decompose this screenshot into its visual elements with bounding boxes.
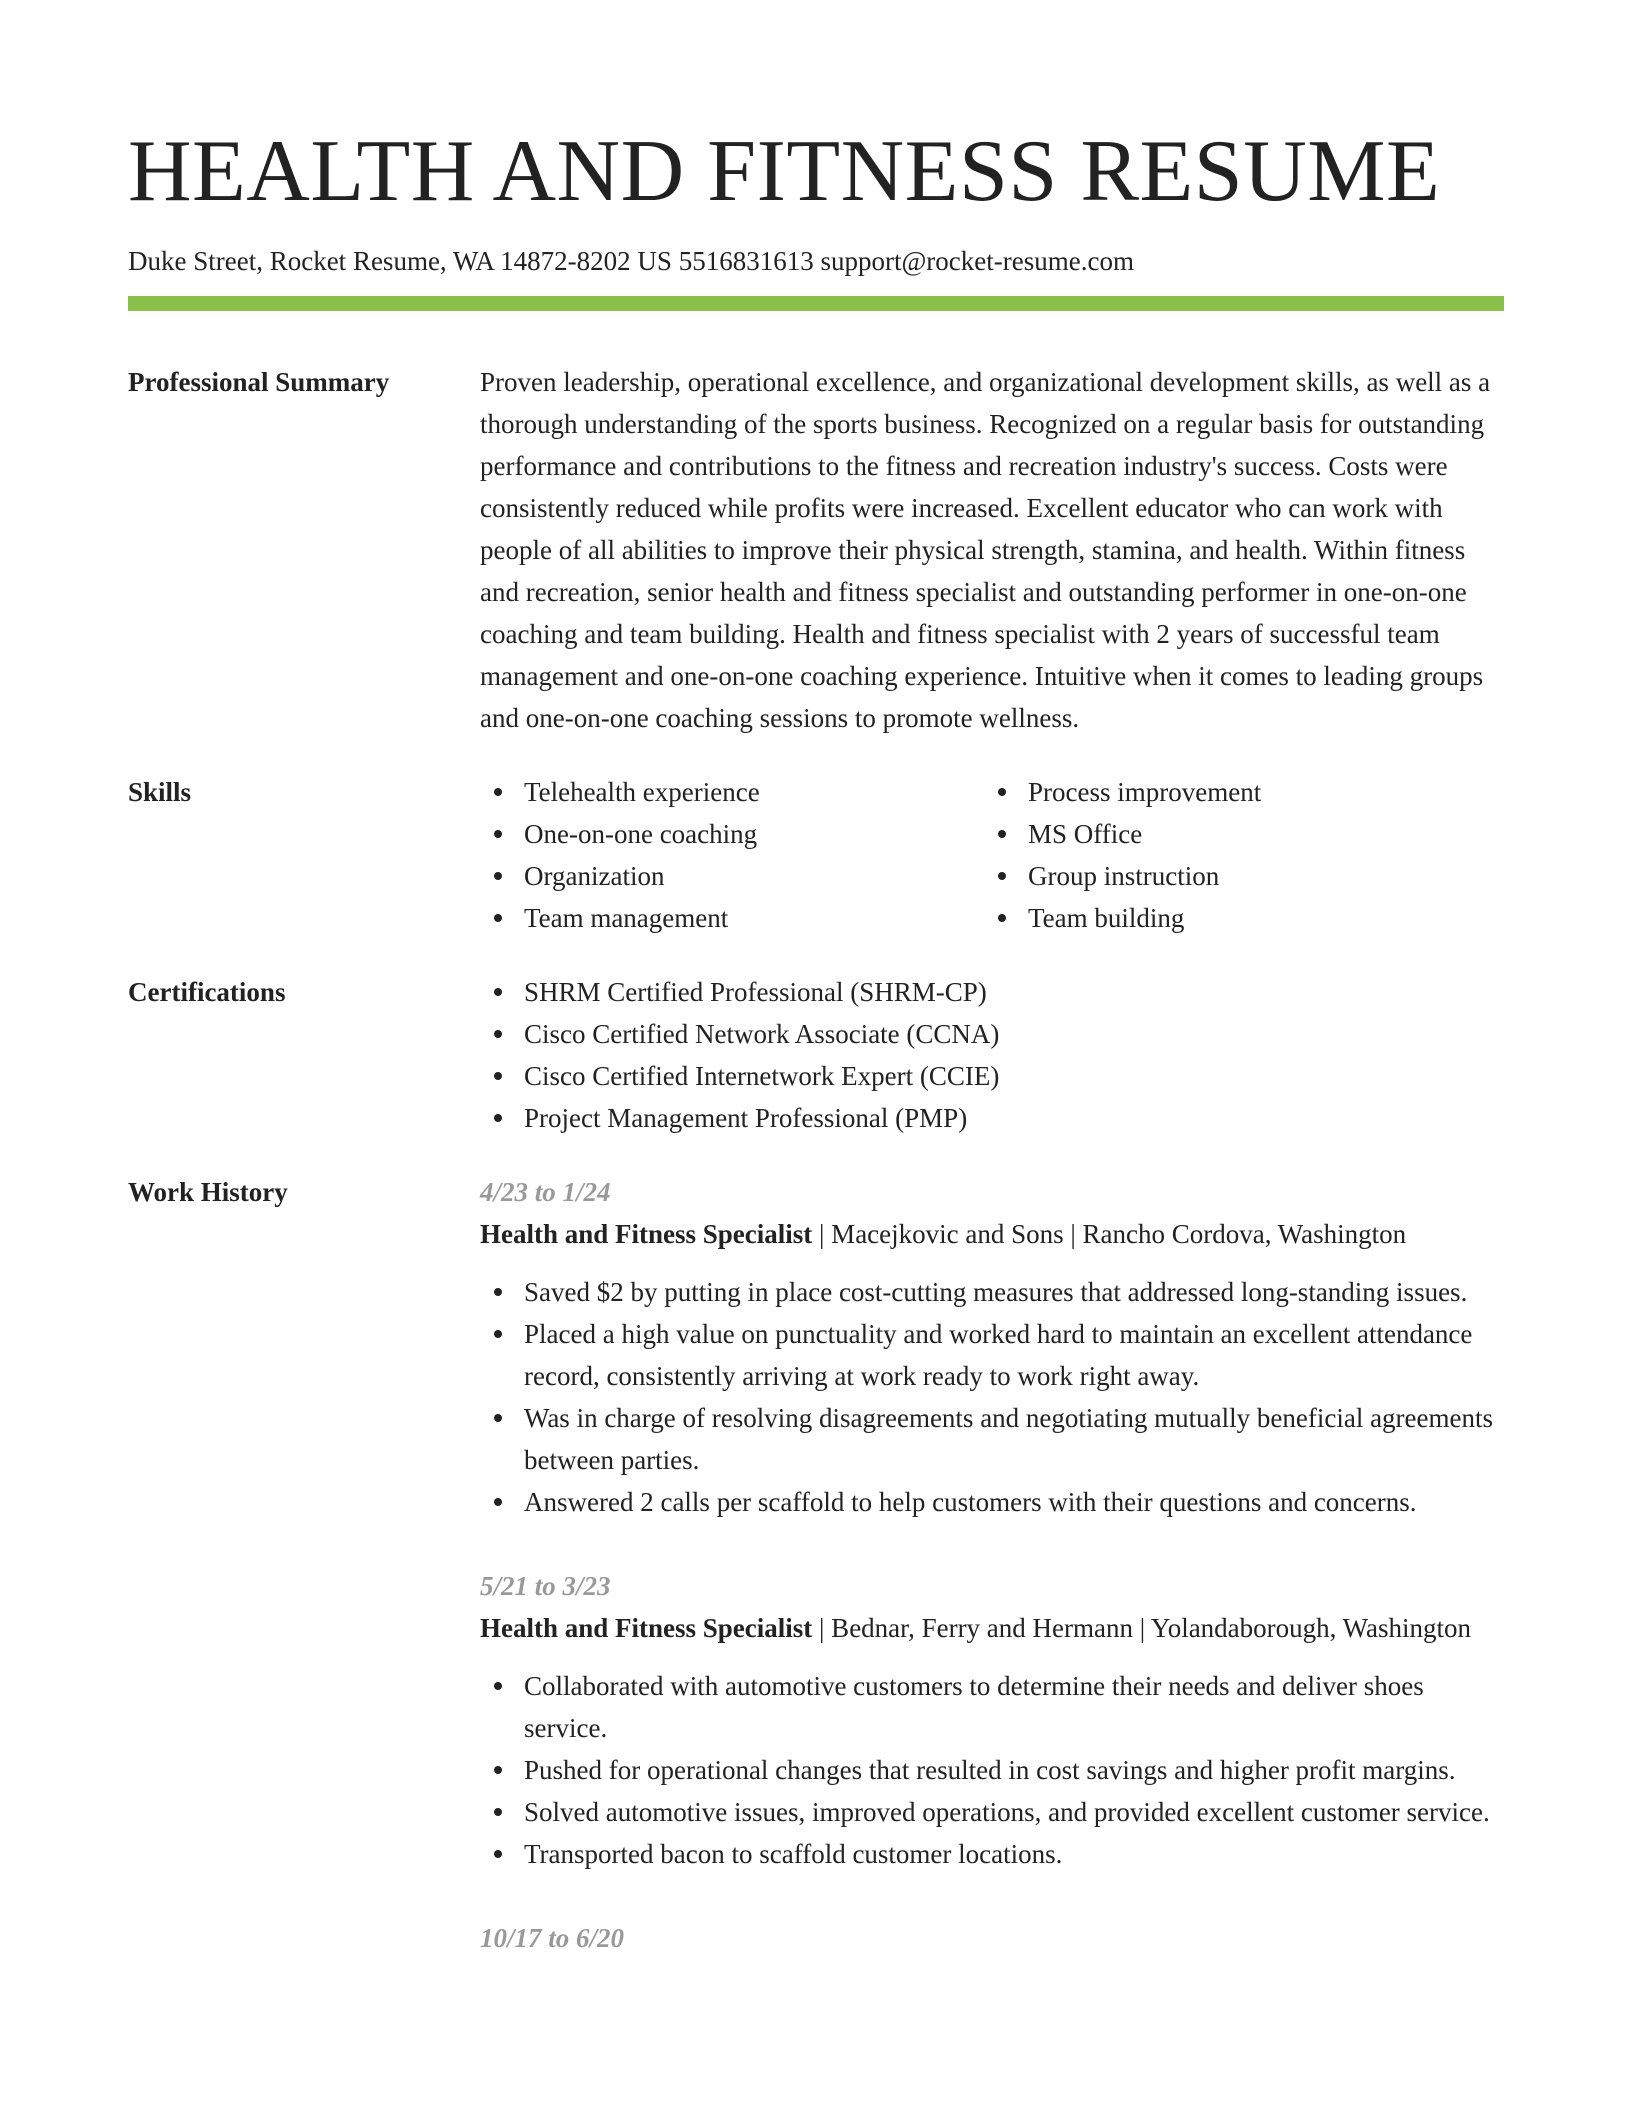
skill-item: Telehealth experience [480, 771, 984, 813]
section-heading: Certifications [128, 977, 286, 1007]
summary-text: Proven leadership, operational excellence, and organizational development skills, as well as a thorough understanding of the sports business. Recognized on a regular basis for outstanding performance and contributions to the fitness and recreation industry's success. Costs were consistently reduced while profits were increased. Excellent educator who can work with people of all abilities to improve their physical strength, stamina, and health. Within fitness and recreation, senior health and fitness specialist and outstanding performer in one-on-one coaching and team building. Health and fitness specialist with 2 years of successful team management and one-on-one coaching experience. Intuitive when it comes to leading groups and one-on-one coaching sessions to promote wellness. [480, 367, 1491, 733]
job-heading [480, 1213, 1504, 1255]
skill-item: Team management [480, 897, 984, 939]
certification-item: Cisco Certified Network Associate (CCNA) [480, 1013, 1504, 1055]
job-entry [480, 1917, 1504, 1959]
certification-item: Project Management Professional (PMP) [480, 1097, 1504, 1139]
job-heading [480, 1607, 1504, 1649]
job-bullet: Solved automotive issues, improved operations, and provided excellent customer service. [480, 1791, 1504, 1833]
job-details: | Macejkovic and Sons | Rancho Cordova, Washington [812, 1219, 1407, 1249]
accent-divider [128, 296, 1504, 311]
skill-item: Process improvement [984, 771, 1488, 813]
job-bullet: Saved $2 by putting in place cost-cutting measures that addressed long-standing issues. [480, 1271, 1504, 1313]
job-title: Health and Fitness Specialist [480, 1219, 813, 1249]
skills-column-right [984, 771, 1488, 939]
certifications-body [480, 971, 1504, 1139]
job-bullet: Pushed for operational changes that resulted in cost savings and higher profit margins. [480, 1749, 1504, 1791]
work-history-body [480, 1171, 1504, 1959]
job-bullet: Transported bacon to scaffold customer locations. [480, 1833, 1504, 1875]
job-entry [480, 1565, 1504, 1875]
resume-title: HEALTH AND FITNESS RESUME [128, 123, 1441, 220]
job-entry [480, 1171, 1504, 1523]
job-dates: 4/23 to 1/24 [480, 1177, 611, 1207]
skill-item: One-on-one coaching [480, 813, 984, 855]
skills-grid [480, 771, 1504, 939]
skill-item: Group instruction [984, 855, 1488, 897]
job-dates: 5/21 to 3/23 [480, 1571, 611, 1601]
certification-item: SHRM Certified Professional (SHRM-CP) [480, 971, 1504, 1013]
skills-column-left [480, 771, 984, 939]
certification-item: Cisco Certified Internetwork Expert (CCIE) [480, 1055, 1504, 1097]
skills-section [128, 771, 1504, 939]
section-heading: Professional Summary [128, 367, 390, 397]
contact-line: Duke Street, Rocket Resume, WA 14872-8202 US 5516831613 support@rocket-resume.com [128, 246, 1134, 276]
certifications-list [480, 971, 1504, 1139]
job-details: | Bednar, Ferry and Hermann | Yolandaborough, Washington [812, 1613, 1471, 1643]
job-bullet: Collaborated with automotive customers to determine their needs and deliver shoes service. [480, 1665, 1504, 1749]
job-bullet: Answered 2 calls per scaffold to help customers with their questions and concerns. [480, 1481, 1504, 1523]
job-bullet: Placed a high value on punctuality and worked hard to maintain an excellent attendance record, consistently arriving at work ready to work right away. [480, 1313, 1504, 1397]
skill-item: Organization [480, 855, 984, 897]
skill-item: MS Office [984, 813, 1488, 855]
work-history-section [128, 1171, 1504, 1959]
job-bullet: Was in charge of resolving disagreements and negotiating mutually beneficial agreements between parties. [480, 1397, 1504, 1481]
job-bullets [480, 1665, 1504, 1875]
resume-page [128, 0, 1504, 1959]
job-title: Health and Fitness Specialist [480, 1613, 813, 1643]
job-dates: 10/17 to 6/20 [480, 1923, 625, 1953]
section-heading: Work History [128, 1177, 288, 1207]
section-heading: Skills [128, 777, 192, 807]
skill-item: Team building [984, 897, 1488, 939]
professional-summary-section [128, 361, 1504, 739]
job-bullets [480, 1271, 1504, 1523]
certifications-section [128, 971, 1504, 1139]
